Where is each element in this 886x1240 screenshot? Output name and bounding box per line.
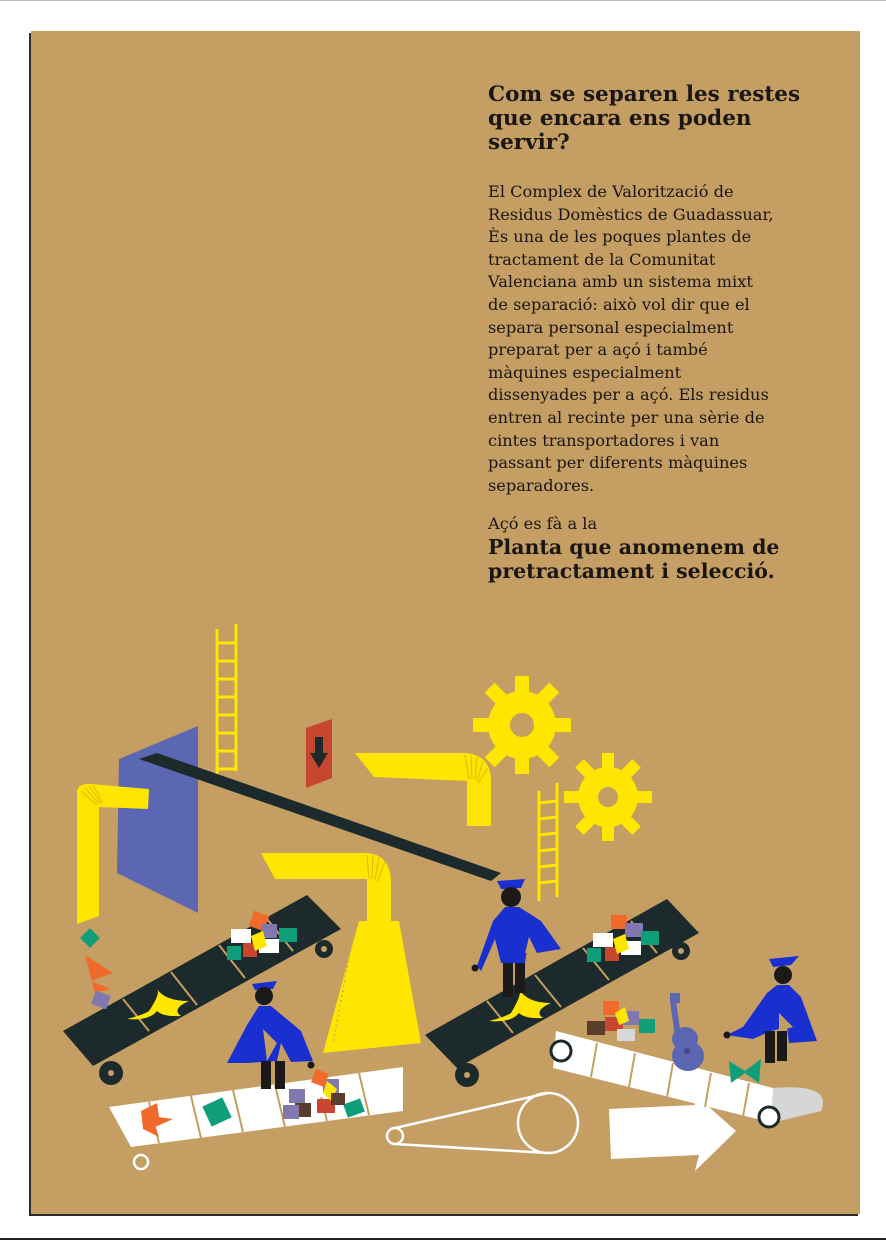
body-line: El Complex de Valorització de xyxy=(488,182,734,201)
body-line: cintes transportadores i van xyxy=(488,430,720,450)
down-arrow-sign-icon xyxy=(306,719,332,788)
drive-belt-icon xyxy=(387,1093,578,1153)
body-line: separadores. xyxy=(488,475,595,495)
waste-piece xyxy=(80,928,100,948)
heading-line: servir? xyxy=(488,130,570,155)
body-line: preparat per a açó i també xyxy=(488,340,708,360)
body-line: tractament de la Comunitat xyxy=(488,249,716,269)
body-line: de separació: això vol dir que el xyxy=(488,294,750,314)
body-line: dissenyades per a açó. Els residus xyxy=(488,385,769,405)
waste-piece xyxy=(85,955,113,993)
plant-name-line: Planta que anomenem de xyxy=(488,535,780,560)
body-line: Residus Domèstics de Guadassuar, xyxy=(488,204,774,224)
body-line: separa personal especialment xyxy=(488,317,734,337)
gear-icon xyxy=(564,753,652,841)
body-line: màquines especialment xyxy=(488,362,682,382)
pipe-icon xyxy=(355,753,491,826)
waste-piece xyxy=(729,1059,761,1083)
body-line: Ès una de les poques plantes de xyxy=(488,227,752,247)
ladder-icon xyxy=(217,624,236,776)
ladder-icon xyxy=(539,783,557,901)
top-border xyxy=(0,0,886,1)
body-line: entren al recinte per una sèrie de xyxy=(488,407,765,427)
worker-icon xyxy=(724,956,818,1063)
heading-line: que encara ens poden xyxy=(488,106,752,131)
worker-icon xyxy=(227,981,315,1089)
plant-name-line: pretractament i selecció. xyxy=(488,559,775,584)
poster-page xyxy=(31,31,860,1214)
intro-line: Açó es fà a la xyxy=(488,514,598,534)
body-line: Valenciana amb un sistema mixt xyxy=(488,272,753,292)
gear-icon xyxy=(473,676,571,774)
recycling-plant-illustration xyxy=(31,31,860,1214)
body-line: passant per diferents màquines xyxy=(488,453,748,473)
heading-line: Com se separen les restes xyxy=(488,82,801,107)
waste-pieces-icon xyxy=(587,1001,655,1041)
guitar-icon xyxy=(670,993,704,1071)
